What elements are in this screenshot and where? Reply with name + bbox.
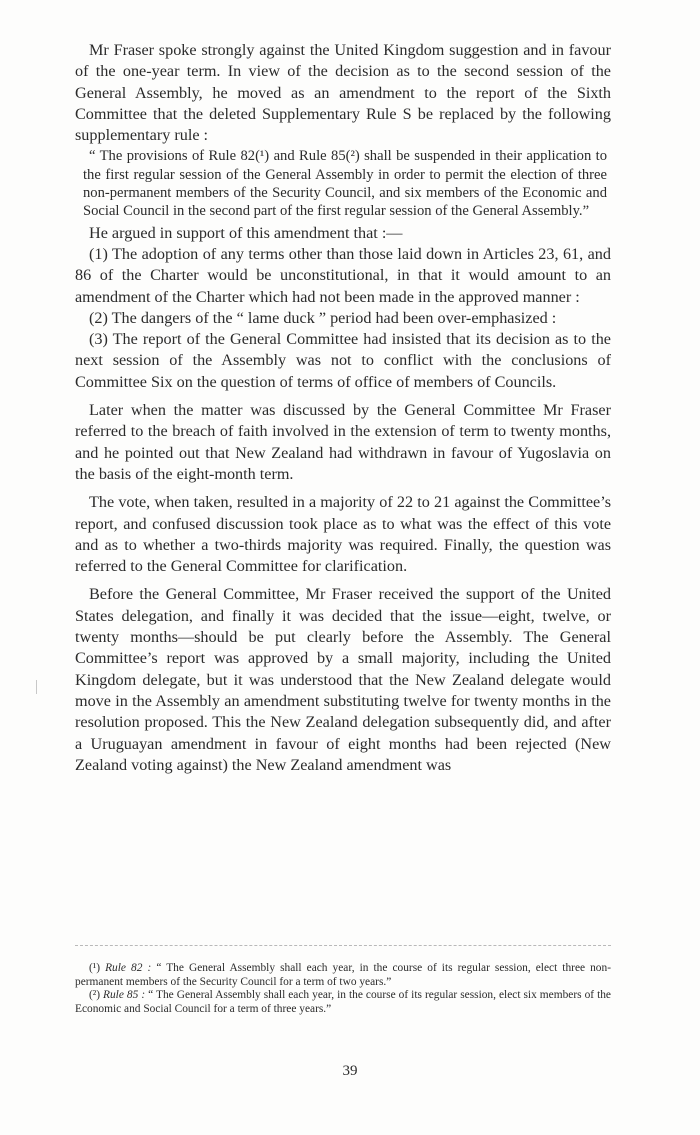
footnote-text: “ The General Assembly shall each year, in the course of its regular session, elect three non-permanent members of the Security Council for a term of two years.” [75,962,611,988]
footnote-divider [75,945,611,946]
footnote-marker: (²) [89,989,101,1002]
quoted-supplementary-rule: “ The provisions of Rule 82(¹) and Rule 85(²) shall be suspended in their application to the first regular session of the General Assembly in order to permit the election of three non-permanent members of the Security Council, and six members of the Economic and Social Council in the second part of the first regular session of the General Assembly.” [83,148,607,220]
paragraph-fraser-amendment: Mr Fraser spoke strongly against the United Kingdom suggestion and in favour of the one-year term. In view of the decision as to the second session of the General Assembly, he moved as an amendment to the report of the Sixth Committee that the deleted Supplementary Rule S be replaced by the following supplementary rule : [75,41,611,145]
footnote-2 [75,989,611,1016]
paragraph-vote: The vote, when taken, resulted in a majority of 22 to 21 against the Committee’s report, and confused discussion took place as to what was the effect of this vote and as to whether a two-thirds majority was required. Finally, the question was referred to the General Committee for clarification. [75,493,611,576]
margin-mark [36,680,37,694]
paragraph-argument-intro: He argued in support of this amendment that :— [89,223,403,242]
body-text [75,40,611,776]
paragraph-general-committee: Later when the matter was discussed by the General Committee Mr Fraser referred to the breach of faith involved in the extension of term to twenty months, and he pointed out that New Zealand had withdrawn in favour of Yugoslavia on the basis of the eight-month term. [75,401,611,483]
footnote-marker: (¹) [89,962,101,974]
paragraph-point-3: (3) The report of the General Committee had insisted that its decision as to the next session of the Assembly was not to conflict with the conclusions of Committee Six on the question of terms of office of members of Councils. [75,330,611,391]
paragraph-point-2: (2) The dangers of the “ lame duck ” period had been over-emphasized : [89,308,557,327]
page-number: 39 [342,1063,358,1079]
paragraph-before-committee: Before the General Committee, Mr Fraser received the support of the United States delegation, and finally it was decided that the issue—eight, twelve, or twenty months—should be put clearly before the Assembly. The General Committee’s report was approved by a small majority, including the United Kingdom delegate, but it was understood that the New Zealand delegate would move in the Assembly an amendment substituting twelve for twenty months in the resolution proposed. This the New Zealand delegation subsequently did, and after a Uruguayan amendment in favour of eight months had been rejected (New Zealand voting against) the New Zealand amendment was [75,585,611,774]
footnote-reference: Rule 85 : [103,989,146,1002]
footnote-1 [75,962,611,989]
footnotes [75,962,611,1016]
footnote-text: “ The General Assembly shall each year, in the course of its regular session, elect six members of the Economic and Social Council for a term of three years.” [75,989,611,1015]
footnote-reference: Rule 82 : [105,962,152,974]
paragraph-point-1: (1) The adoption of any terms other than those laid down in Articles 23, 61, and 86 of the Charter would be unconstitutional, in that it would amount to an amendment of the Charter which had not been made in the approved manner : [75,244,611,306]
